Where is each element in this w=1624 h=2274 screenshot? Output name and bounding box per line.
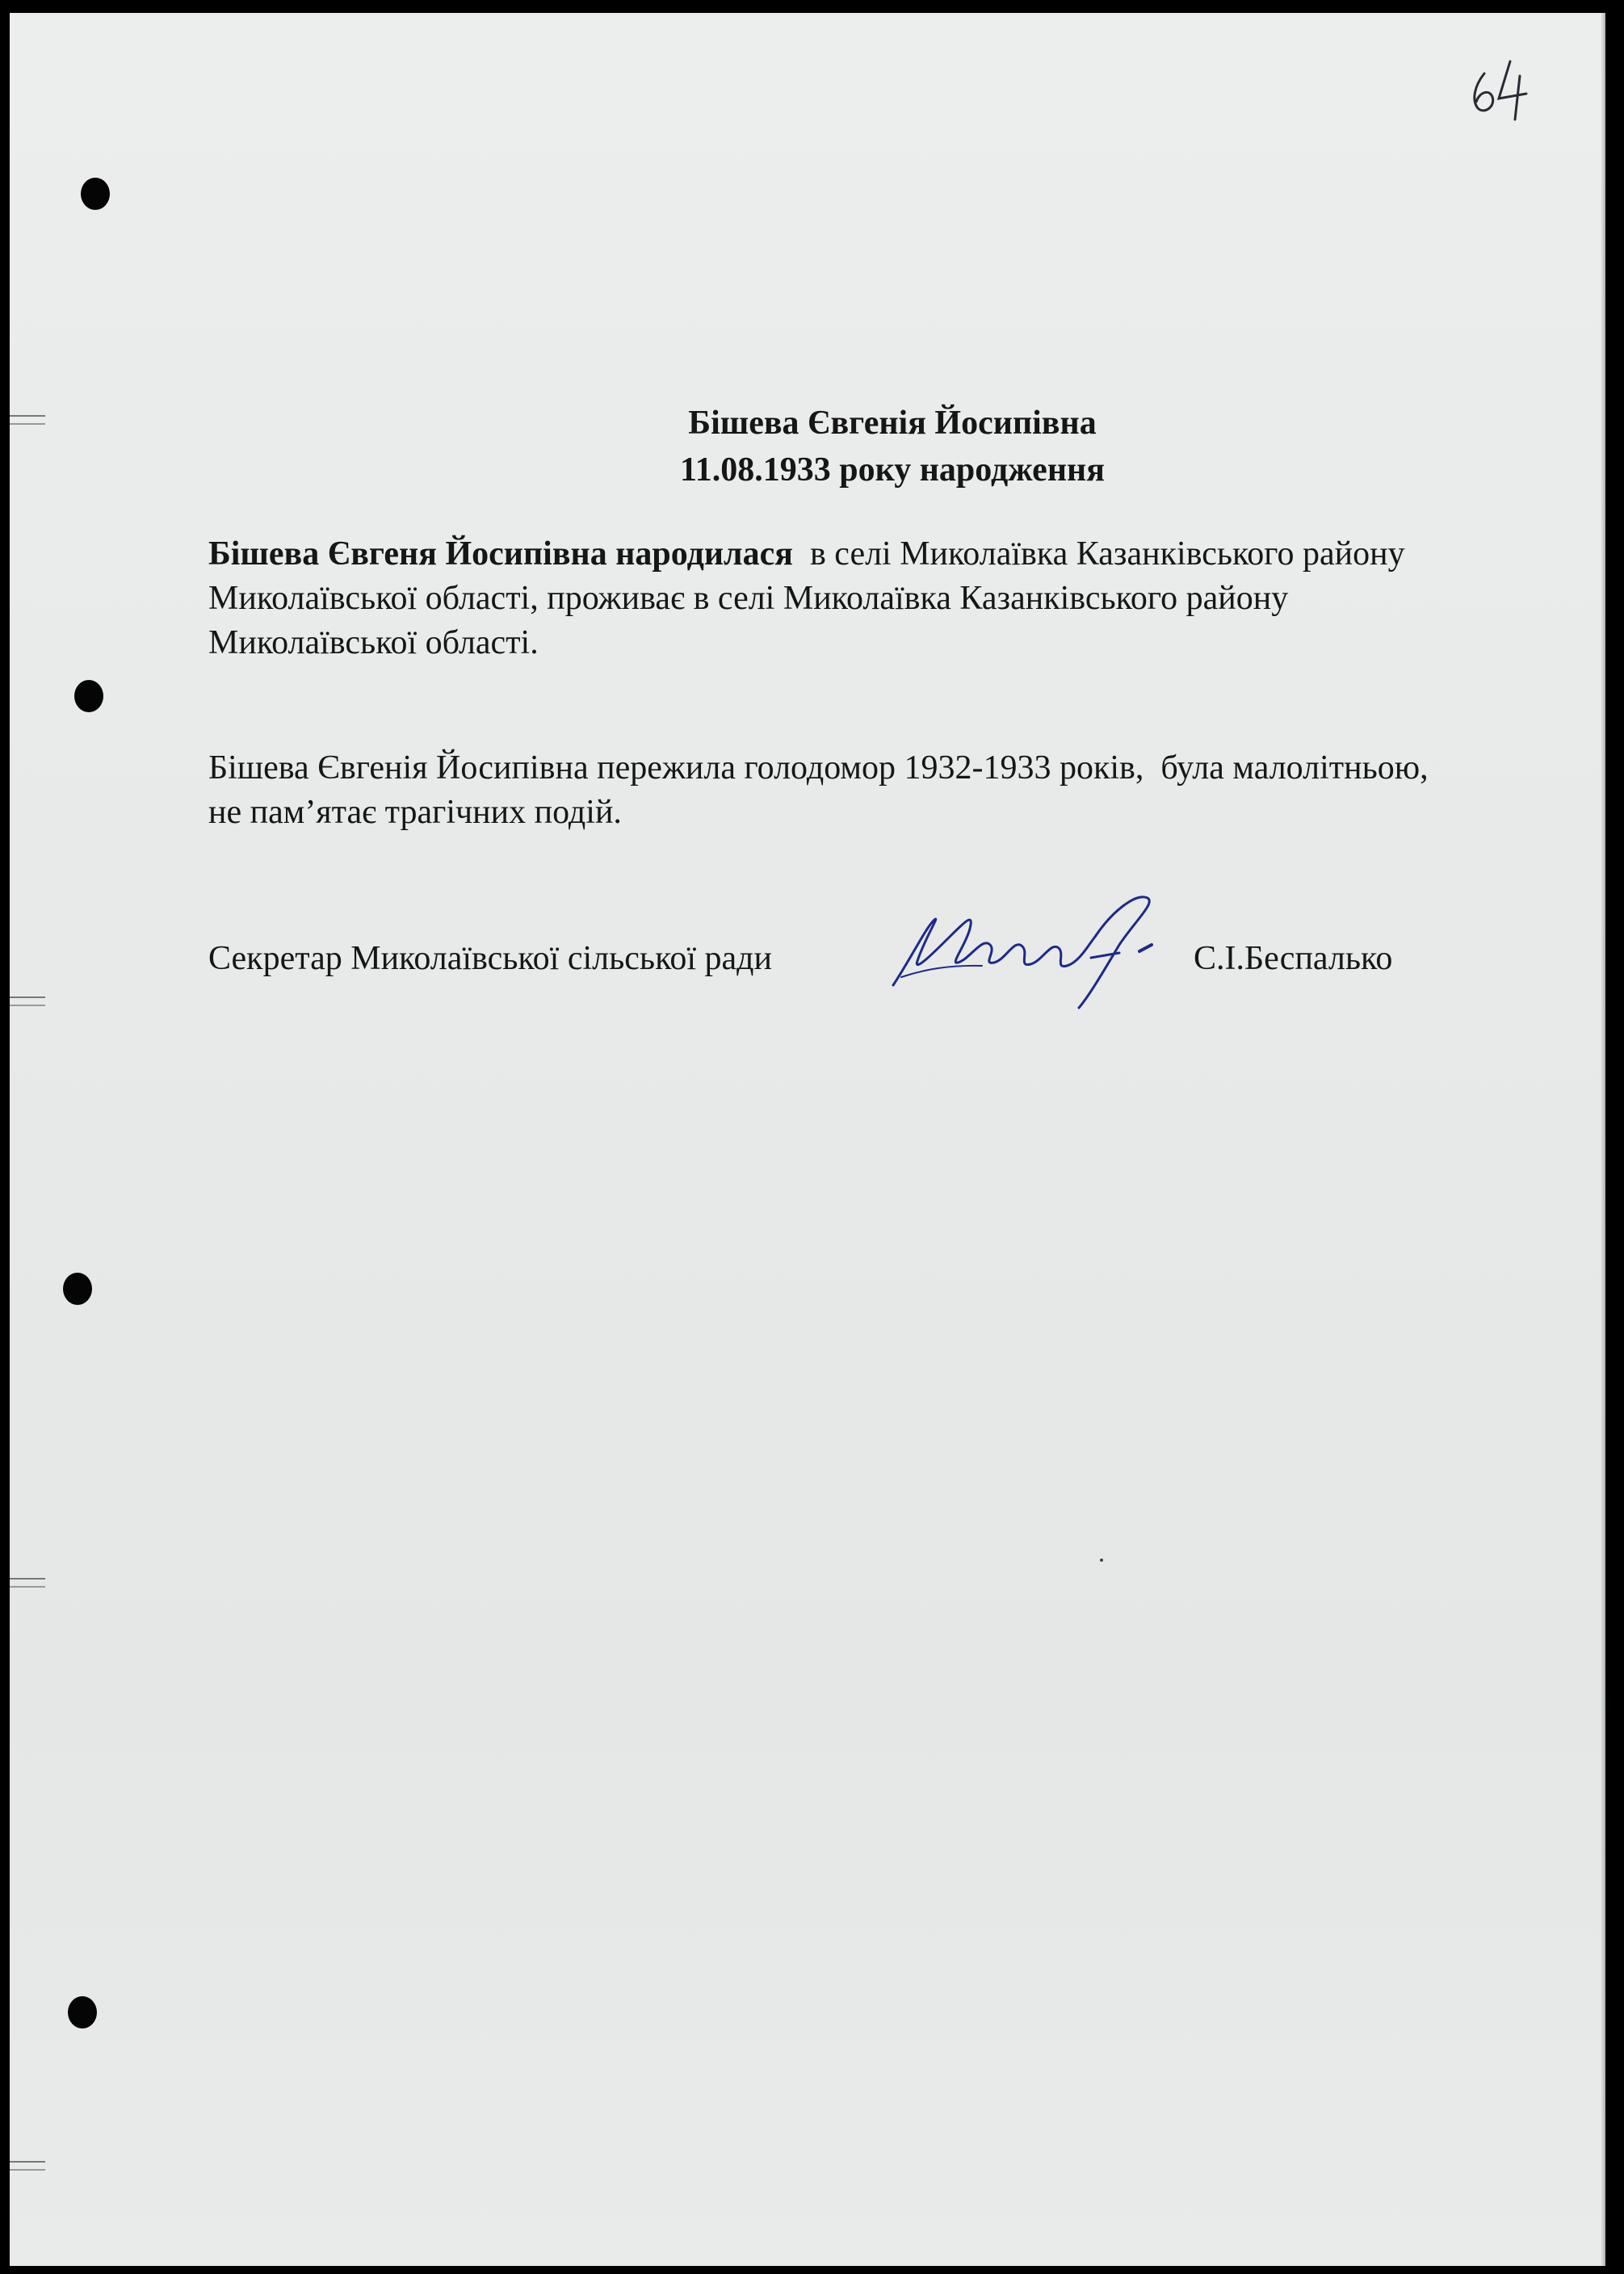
- handwritten-signature: [877, 888, 1168, 1009]
- page-edge-mark: [10, 2161, 45, 2171]
- document-page: [10, 13, 1605, 2266]
- document-title-name: Бішева Євгенія Йосипівна: [688, 405, 1097, 442]
- page-edge-mark: [10, 996, 45, 1006]
- page-edge-mark: [10, 1578, 45, 1588]
- punch-hole: [63, 1273, 92, 1305]
- signatory-name: С.І.Беспалько: [1194, 940, 1393, 977]
- paper-speck: [1100, 1559, 1103, 1562]
- signature-block: [208, 903, 1444, 1040]
- punch-hole: [81, 178, 110, 210]
- paragraph-birthplace-text: в селі Миколаївка Казанківського району Миколаївської області, проживає в селі Миколаївка Казанківського району Миколаївської області.: [208, 535, 1414, 661]
- document-title-birth-date: 11.08.1933 року народження: [680, 451, 1105, 489]
- punch-hole: [68, 1996, 97, 2029]
- paragraph-birthplace: [208, 532, 1468, 665]
- punch-hole: [74, 680, 103, 712]
- signature-scribble: [877, 888, 1168, 1009]
- signatory-role: Секретар Миколаївської сільської ради: [208, 940, 773, 977]
- paragraph-lead-name: Бішева Євгеня Йосипівна народилася: [208, 535, 793, 573]
- handwritten-folio-mark: [1460, 45, 1549, 126]
- handwritten-folio-number: [1460, 45, 1549, 126]
- paragraph-holodomor-survivor: Бішева Євгенія Йосипівна пережила голодомор 1932-1933 років, була малолітньою, не пам’ятає трагічних подій.: [208, 749, 1437, 831]
